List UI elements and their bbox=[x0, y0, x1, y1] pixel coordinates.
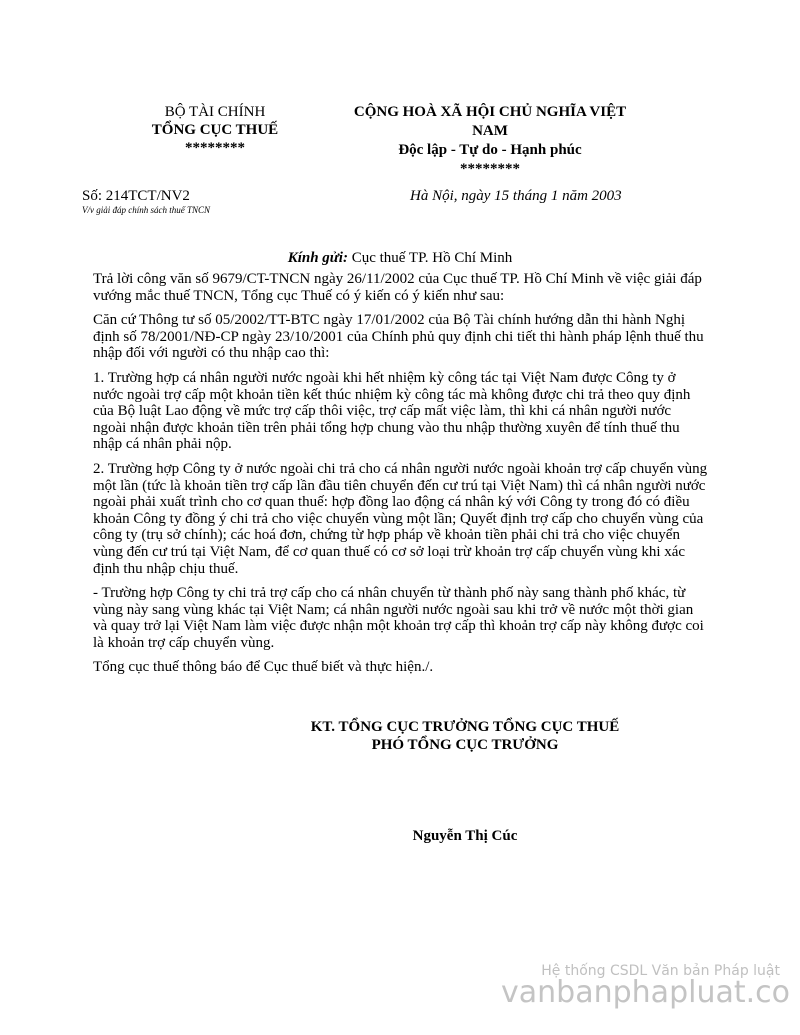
national-header bbox=[325, 103, 655, 179]
watermark-site-name: vanbanphapluat.co bbox=[501, 975, 790, 1010]
recipient-label: Kính gửi: bbox=[287, 250, 348, 266]
signer-name: Nguyễn Thị Cúc bbox=[412, 828, 518, 844]
body-paragraph-1: Trả lời công văn số 9679/CT-TNCN ngày 26/11/2002 của Cục thuế TP. Hồ Chí Minh về việc giải đáp vướng mắc thuế TNCN, Tổng cục Thuế có ý kiến có ý kiến như sau: bbox=[93, 271, 702, 304]
signature-title-line1: KT. TỔNG CỤC TRƯỞNG TỔNG CỤC THUẾ bbox=[310, 719, 620, 735]
national-motto: Độc lập - Tự do - Hạnh phúc bbox=[398, 142, 582, 158]
signature-block bbox=[260, 718, 670, 754]
recipient-name: Cục thuế TP. Hồ Chí Minh bbox=[347, 250, 513, 266]
body-paragraph-4: 2. Trường hợp Công ty ở nước ngoài chi trả cho cá nhân người nước ngoài khoản trợ cấp chuyển vùng một lần (tức là khoản tiền trợ cấp lần đầu tiên chuyển đến cư trú tại Việt Nam) thì cá nhân người nước ngoài phải xuất trình cho cơ quan thuế: hợp đồng lao động cá nhân ký với Công ty trong đó có điều khoản Công ty đồng ý chi trả cho việc chuyển vùng một lần; Quyết định trợ cấp cho chuyển vùng của công ty (trụ sở chính); các hoá đơn, chứng từ hợp pháp về khoản tiền phải chi trả cho việc chuyển vùng đến cư trú tại Việt Nam, để cơ quan thuế có cơ sở loại trừ khoản trợ cấp chuyển vùng khi xác định thu nhập chịu thuế. bbox=[93, 460, 708, 577]
body-paragraph-3: 1. Trường hợp cá nhân người nước ngoài khi hết nhiệm kỳ công tác tại Việt Nam được Công ty ở nước ngoài trợ cấp một khoản tiền kết thúc nhiệm kỳ công tác mà không được chi trả theo quy định của Bộ luật Lao động về mức trợ cấp thôi việc, trợ cấp mất việc làm, thì khi cá nhân người nước ngoài nhận được khoản tiền trên phải tổng hợp chung vào thu nhập thường xuyên để tính thuế thu nhập cá nhân phải nộp. bbox=[93, 369, 691, 453]
header-left-stars: ******** bbox=[185, 140, 245, 156]
document-date: Hà Nội, ngày 15 tháng 1 năm 2003 bbox=[410, 188, 622, 204]
body-paragraph-5: - Trường hợp Công ty chi trả trợ cấp cho cá nhân chuyển từ thành phố này sang thành phố khác, từ vùng này sang vùng khác tại Việt Nam; cá nhân người nước ngoài sau khi trở về nước một thời gian và quay trở lại Việt Nam làm việc được nhận một khoản trợ cấp thì khoản trợ cấp này không được coi là khoản trợ cấp chuyển vùng. bbox=[93, 585, 704, 651]
watermark-caption: Hệ thống CSDL Văn bản Pháp luật bbox=[541, 963, 780, 979]
document-number: Số: 214TCT/NV2 bbox=[82, 188, 190, 204]
document-subject: V/v giải đáp chính sách thuế TNCN bbox=[82, 205, 210, 215]
recipient-line bbox=[0, 250, 800, 267]
document-body bbox=[93, 271, 708, 684]
country-name-line2: NAM bbox=[472, 123, 508, 139]
body-paragraph-6: Tổng cục thuế thông báo để Cục thuế biết và thực hiện./. bbox=[93, 659, 434, 676]
body-paragraph-2: Căn cứ Thông tư số 05/2002/TT-BTC ngày 17/01/2002 của Bộ Tài chính hướng dẫn thi hành Nghị định số 78/2001/NĐ-CP ngày 23/10/2001 của Chính phủ quy định chi tiết thi hành pháp lệnh thuế thu nhập đối với người có thu nhập cao thì: bbox=[93, 312, 704, 362]
header-right-stars: ******** bbox=[460, 161, 520, 177]
issuer-header bbox=[95, 103, 335, 157]
ministry-name: BỘ TÀI CHÍNH bbox=[164, 104, 266, 120]
country-name-line1: CỘNG HOÀ XÃ HỘI CHỦ NGHĨA VIỆT bbox=[353, 104, 627, 120]
signature-title-line2: PHÓ TỔNG CỤC TRƯỞNG bbox=[371, 737, 559, 753]
department-name: TỔNG CỤC THUẾ bbox=[151, 122, 279, 138]
